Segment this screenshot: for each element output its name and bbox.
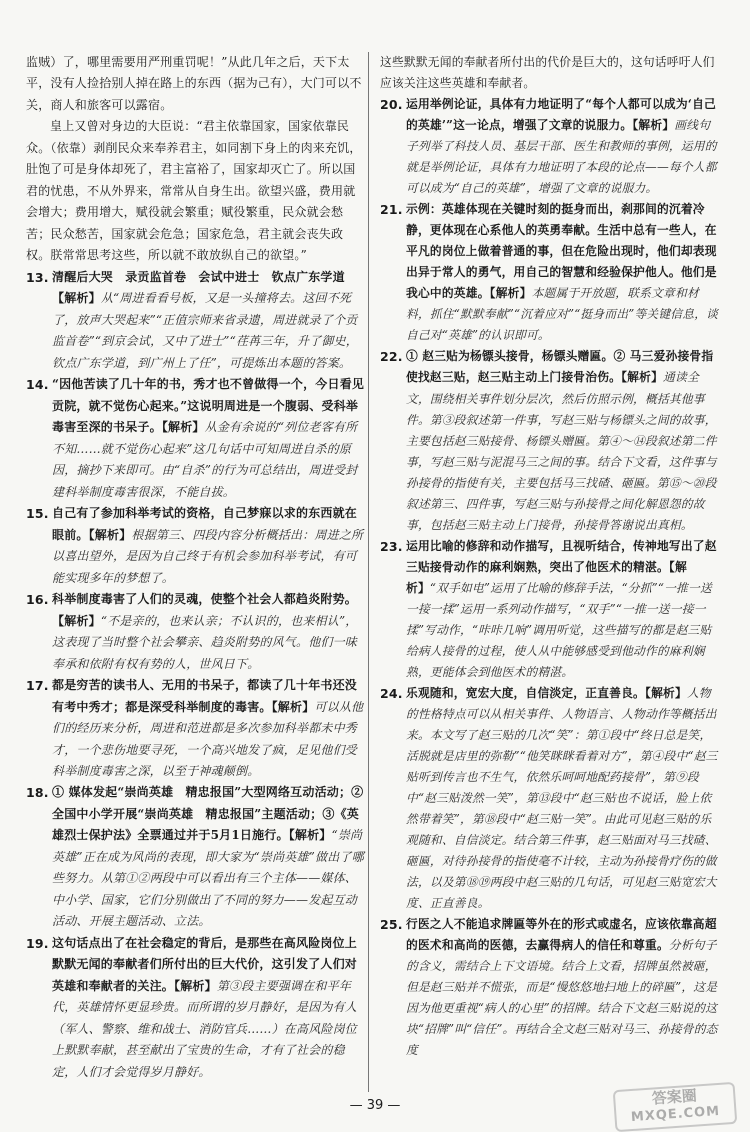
answer-item (26, 675, 366, 782)
answer-item (380, 346, 720, 535)
question-number: 25. (380, 917, 403, 933)
column-divider (368, 52, 369, 1092)
analysis-tag: 【解析】 (621, 370, 664, 385)
analysis-text: 根据第三、四段内容分析概括出：周进之所以喜出望外，是因为自己终于有机会参加科举考试，有可能实现多年的梦想了。 (52, 527, 364, 585)
answer-text: 科举制度毒害了人们的灵魂，使整个社会人都趋炎附势。 (52, 592, 358, 607)
answer-text: 都是穷苦的读书人、无用的书呆子，都读了几十年书还没有考中秀才；都是深受科举制度的毒害。 (52, 678, 358, 714)
question-number: 22. (380, 349, 403, 365)
answer-text: ① 赵三贴为杨镖头接骨，杨镖头赠匾。② 马三爱孙接骨指使找赵三贴，赵三贴主动上门接骨治伤。 (406, 349, 714, 385)
question-number: 17. (26, 678, 49, 694)
analysis-tag: 【解析】 (88, 527, 132, 542)
page-number: — 39 — (349, 1098, 401, 1113)
analysis-tag: 【解析】 (489, 286, 532, 301)
answer-item (380, 94, 720, 199)
answer-item (26, 503, 366, 589)
analysis-tag: 【解析】 (271, 699, 315, 714)
site-watermark-logo (613, 1082, 738, 1132)
analysis-text: 本题属于开放题，联系文章和材料，抓住“默默奉献”“沉着应对”“挺身而出”等关键信息，谈自己对“英雄”的认识即可。 (406, 286, 719, 343)
right-column (380, 52, 720, 1062)
question-number: 21. (380, 202, 403, 218)
answer-text: 这句话点出了在社会稳定的背后，是那些在高风险岗位上默默无闻的奉献者们所付出的巨大代价，这引发了人们对英雄和奉献者的关注。 (52, 935, 358, 993)
answer-item (26, 782, 366, 932)
answer-text: 示例：英雄体现在关键时刻的挺身而出，刹那间的沉着冷静，更体现在心系他人的英勇奉献。生活中总有一些人，在平凡的岗位上做着普通的事，但在危险出现时，他们却表现出异于常人的勇气，用自己的智慧和经验保护他人。他们是我心中的英雄。 (406, 202, 717, 301)
analysis-tag: 【解析】 (632, 118, 675, 133)
question-number: 24. (380, 685, 403, 701)
analysis-tag: 【解析】 (288, 828, 332, 843)
analysis-text: 从金有余说的“列位老客有所不知……就不觉伤心起来”这几句话中可知周进自杀的原因，摘抄下来即可。由“自杀”的行为可总结出，周进受封建科举制度毒害很深，不能自拔。 (52, 420, 358, 499)
question-number: 15. (26, 506, 49, 522)
analysis-text: 分析句子的含义，需结合上下文语境。结合上文看，招牌虽然被砸，但是赵三贴并不慌张，而是“慢悠悠地扫地上的碎匾”，这是因为他更重视“病人的心里”的招牌。结合下文赵三贴说的这块“招牌”叫“信任”。再结合全文赵三贴对马三、孙接骨的态度 (406, 938, 718, 1058)
answer-text: 运用举例论证，具体有力地证明了“每个人都可以成为‘自己的英雄’”这一论点，增强了文章的说服力。 (406, 97, 716, 133)
analysis-text: “不是亲的，也来认亲；不认识的，也来相认”，这表现了当时整个社会攀亲、趋炎附势的风气。他们一味奉承和依附有权有势的人，世风日下。 (52, 613, 358, 671)
question-number: 14. (26, 377, 49, 393)
question-number: 19. (26, 935, 49, 951)
question-number: 13. (26, 269, 49, 285)
paragraph: 这些默默无闻的奉献者所付出的代价是巨大的，这句话呼吁人们应该关注这些英雄和奉献者。 (380, 55, 715, 91)
analysis-text: 第③段主要强调在和平年代，英雄情怀更显珍贵。而所谓的岁月静好，是因为有人（军人、警察、维和战士、消防官兵……）在高风险岗位上默默奉献，甚至献出了宝贵的生命，才有了社会的稳定，人们才会觉得岁月静好。 (52, 978, 358, 1079)
watermark-line-1: 答案圈 (651, 1086, 698, 1108)
answer-text: 运用比喻的修辞和动作描写，且视听结合，传神地写出了赵三贴接骨动作的麻利娴熟，突出了他医术的精湛。 (406, 538, 717, 574)
answer-text: ① 媒体发起“崇尚英雄 精忠报国”大型网络互动活动；② 全国中小学开展“崇尚英雄 精忠报国”主题活动；③《英雄烈士保护法》全票通过并于5月1日施行。 (52, 785, 364, 843)
watermark-line-2: MXQE.COM (630, 1103, 721, 1126)
answer-text: “因他苦读了几十年的书，秀才也不曾做得一个，今日看见贡院，就不觉伤心起来。”这说明周进是一个腹弱、受科举毒害至深的书呆子。 (52, 377, 365, 435)
answer-text: 清醒后大哭 录贡监首卷 会试中进士 钦点广东学道 (52, 269, 345, 284)
analysis-text: 通读全文，围绕相关事件划分层次，然后仿照示例，概括其他事件。第③段叙述第一件事，写赵三贴与杨镖头之间的故事，主要包括赵三贴接骨、杨镖头赠匾。第④～⑭段叙述第二件事，写赵三贴与泥混马三之间的事。结合下文看，这件事与孙接骨的指使有关，主要包括马三找碴、砸匾。第⑮～⑳段叙述第三、四件事，写赵三贴与孙接骨之间化解恩怨的故事，包括赵三贴主动上门接骨，孙接骨答谢说出真相。 (406, 370, 717, 532)
question-number: 23. (380, 538, 403, 554)
question-number: 20. (380, 97, 403, 113)
analysis-tag: 【解析】 (52, 291, 101, 306)
answer-item (26, 589, 366, 675)
answer-item (380, 914, 720, 1061)
paragraph: 监贼）了，哪里需要用严刑重罚呢！”从此几年之后，天下太平，没有人捡拾别人掉在路上的东西（据为己有），大门可以不关，商人和旅客可以露宿。 (26, 55, 362, 112)
answer-text: 乐观随和，宽宏大度，自信淡定，正直善良。 (406, 685, 645, 700)
analysis-text: “双手如电”运用了比喻的修辞手法，“分抓”“一推一送一接一揉”运用一系列动作描写，“双手”“一推一送一接一揉”写动作，“咔咔几响”调用听觉，这些描写的都是赵三贴给病人接骨的过程，使人从中能够感受到他动作的麻利娴熟，更能体会到他医术的精湛。 (406, 580, 712, 679)
answer-item (26, 933, 366, 1083)
answer-item (380, 199, 720, 346)
answer-item (26, 374, 366, 503)
question-number: 16. (26, 592, 49, 608)
analysis-tag: 【解析】 (161, 420, 205, 435)
analysis-text: 从“周进看看号板，又是一头撞将去。这回不死了，放声大哭起来”“正值宗师来省录遗，周进就录了个贡监首卷”“到京会试，又中了进士”“荏苒三年，升了御史，钦点广东学道，到广州上了任”，可提炼出本题的答案。 (52, 291, 358, 370)
analysis-text: 画线句子列举了科技人员、基层干部、医生和教师的事例，运用的就是举例论证，具体有力地证明了本段的论点——每个人都可以成为“自己的英雄”，增强了文章的说服力。 (406, 118, 717, 196)
analysis-tag: 【解析】 (52, 613, 101, 628)
answer-item (26, 267, 366, 374)
left-column (26, 52, 366, 1083)
question-number: 18. (26, 785, 49, 801)
analysis-text: 可以从他们的经历来分析，周进和范进都是多次参加科举都未中秀才，一个悲伤地要寻死，一个高兴地发了疯，足见他们受科举制度毒害之深，以至于神魂颠倒。 (52, 699, 364, 778)
paragraph: 皇上又曾对身边的大臣说：“君主依靠国家，国家依靠民众。（依靠）剥削民众来奉养君主，如同割下身上的肉来充饥，肚饱了可是身体却死了，君主富裕了，国家却灭亡了。所以国君的忧患，不从外界来，常常从自身生出。欲望兴盛，费用就会增大；费用增大，赋役就会繁重；赋役繁重，民众就会愁苦；民众愁苦，国家就会危急；国家危急，君主就会丧失政权。朕常常思考这些，所以就不敢放纵自己的欲望。” (26, 119, 362, 263)
answer-item (380, 683, 720, 914)
analysis-tag: 【解析】 (645, 685, 687, 700)
analysis-tag: 【解析】 (174, 978, 217, 993)
answer-text: 自己有了参加科举考试的资格，自己梦寐以求的东西就在眼前。 (52, 506, 358, 542)
answer-item (380, 536, 720, 683)
analysis-text: 人物的性格特点可以从相关事件、人物语言、人物动作等概括出来。本文写了赵三贴的几次“笑”：第①段中“终日总是笑，活脱就是店里的弥勒”“他笑眯眯看着对方”，第④段中“赵三贴听到传言也不生气，依然乐呵呵地配药接骨”，第⑨段中“赵三贴泼然一笑”，第⑬段中“赵三贴也不说话，脸上依然带着笑”，第⑱段中“赵三贴一笑”。由此可见赵三贴的乐观随和、自信淡定。结合第三件事，赵三贴面对马三找碴、砸匾，对待孙接骨的指使毫不计较，主动为孙接骨疗伤的做法，以及第⑱⑲两段中赵三贴的几句话，可见赵三贴宽宏大度、正直善良。 (406, 685, 718, 911)
analysis-tag: 【解析】 (406, 559, 687, 595)
analysis-text: “崇尚英雄”正在成为风尚的表现，即大家为“崇尚英雄”做出了哪些努力。从第①②两段中可以看出有三个主体——媒体、中小学、国家，它们分别做出了不同的努力——发起互动活动、开展主题活动、立法。 (52, 828, 364, 929)
answer-text: 行医之人不能追求牌匾等外在的形式或虚名，应该依靠高超的医术和高尚的医德，去赢得病人的信任和尊重。 (406, 917, 717, 953)
